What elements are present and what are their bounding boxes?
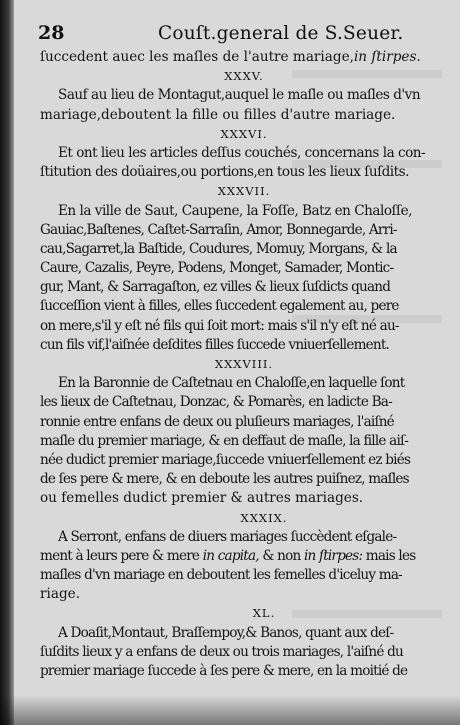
text-line: premier mariage ſuccede à ſes pere & mere, en la moitié de	[40, 663, 408, 679]
text-segment: ſuccedent auec les maſles de l'autre mariage,	[40, 49, 354, 65]
article-number: XXXV.	[224, 69, 264, 84]
article-number: XXXVI.	[220, 126, 268, 141]
text-line: née dudict premier mariage,ſuccede vniuerſellement ez biés	[40, 451, 411, 468]
running-title: Couſt.general de S.Seuer.	[158, 23, 404, 44]
text-line: A Serront, enfans de diuers mariages ſuccèdent eſgale-	[58, 528, 397, 545]
text-line	[40, 48, 448, 67]
text-line: ſucceſſion vient à filles, elles ſuccedent egalement au, pere	[40, 298, 399, 315]
text-line: gur, Mant, & Sarragaſton, ez villes & lieux ſuſdicts quand	[40, 279, 391, 296]
text-line: ſuſdits lieux y a enfans de deux ou trois mariages, l'aiſné du	[40, 643, 403, 660]
binding-gutter	[0, 0, 14, 725]
text-line: cun fils vif,l'aiſnée deſdites filles ſuccede vniuerſellement.	[40, 336, 390, 353]
article-number: XL.	[252, 606, 276, 621]
text-line: ronnie entre enfans de deux ou pluſieurs mariages, l'aiſné	[40, 413, 394, 430]
text-line: Caure, Cazalis, Peyre, Podens, Monget, Samader, Montic-	[40, 260, 394, 277]
text-line: A Doaſit,Montaut, Braſſempoy,& Banos, quant aux deſ-	[58, 624, 394, 641]
text-line: Gauiac,Baſtenes, Caſtet-Sarraſin, Amor, Bonnegarde, Arri-	[40, 221, 397, 238]
text-line: ſtitution des doüaires,ou portions,en tous les lieux ſuſdits.	[40, 164, 409, 181]
text-line: mariage,deboutent la fille ou filles d'autre mariage.	[40, 106, 396, 123]
text-line: Et ont lieu les articles deſſus couchés, concernans la con-	[58, 144, 426, 161]
text-line: ou femelles dudict premier & autres mariages.	[40, 490, 364, 507]
article-number: XXXVIII.	[214, 357, 274, 371]
italic-phrase: in capita,	[202, 547, 259, 564]
page-body	[40, 48, 448, 681]
article-number: XXXVII.	[217, 184, 271, 199]
text-line: maſle du premier mariage, & en deffaut de maſle, la fille aiſ-	[40, 432, 409, 449]
text-segment: ment à leurs pere & mere	[40, 547, 200, 564]
page-header	[38, 22, 443, 46]
italic-phrase: in ſtirpes.	[353, 49, 421, 65]
text-line: de ſes pere & mere, & en deboute les autres puiſnez, maſles	[40, 471, 409, 488]
text-segment: & non	[262, 547, 301, 564]
text-segment: mais les	[365, 547, 416, 564]
page-shadow	[0, 695, 460, 725]
text-line: les lieux de Caſtetnau, Donzac, & Pomarès, en ladicte Ba-	[40, 394, 392, 411]
text-line: En la ville de Saut, Caupene, la Foſſe, Batz en Chaloſſe,	[58, 202, 412, 219]
text-line: En la Baronnie de Caſtetnau en Chaloſſe,en laquelle ſont	[58, 375, 405, 392]
page-number: 28	[38, 22, 65, 44]
article-number: XXXIX.	[240, 510, 288, 525]
text-line: Sauf au lieu de Montagut,auquel le maſle ou maſles d'vn	[58, 87, 421, 104]
text-line: maſles d'vn mariage en deboutent les femelles d'iceluy ma-	[40, 567, 402, 584]
text-line	[40, 547, 448, 566]
text-line: cau,Sagarret,la Baſtide, Coudures, Momuy, Morgans, & la	[40, 240, 397, 257]
text-line: riage.	[40, 586, 81, 603]
text-line: on mere,s'il y eſt né fils qui ſoit mort: mais s'il n'y eſt né au-	[40, 317, 399, 334]
italic-phrase: in ſtirpes:	[303, 547, 363, 564]
